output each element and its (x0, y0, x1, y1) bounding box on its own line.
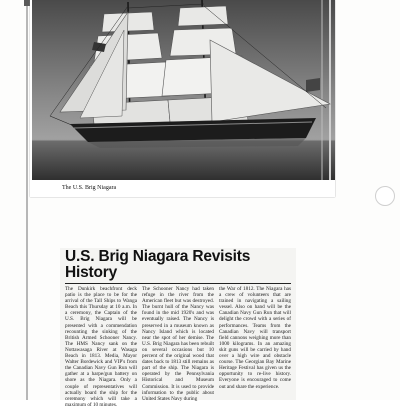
article-headline: U.S. Brig Niagara Revisits History (65, 248, 251, 281)
article-column-1: The Dunkirk beachfront deck patio is the place to be for the arrival of the Tall Ships to Wanga Beach this Thursday at 10 a.m. In a ceremony, the Captain of the U.S. Brig Niagara will be presented with a commendation recounting the sinking of the British Armed Schooner Nancy. The HMS Nancy sank on the Nottawasaga River at Wasaga Beach in 1813. Media, Mayor Walter Bordewick and VIP's from the Canadian Navy Gun Run will gather at a harpe/gun battery on shore as the Niagara. Only a couple of representatives will actually board the ship for the ceremony which will take a maximum of 10 minutes. (65, 286, 137, 408)
binding-edge-mark (26, 0, 28, 400)
headline-rule (65, 283, 291, 284)
ship-photo (30, 0, 335, 197)
photo-caption: The U.S. Brig Niagara (62, 185, 117, 191)
article-column-2: The Schooner Nancy had taken refuge in the river from the American fleet but was destroyed. The burnt hull of the Nancy was found in the mid 1920's and was eventually raised. The Nancy is preserved in a museum known as Nancy Island which is located near the spot of her demise. The U.S. Brig Niagara has been rebuilt on several occasions but 10 percent of the original wood that dates back to 1813 still remains as part of the ship. The Niagara is operated by the Pennsylvania Historical and Museum Commission. It is used to provide information to the public about United States Navy during (142, 286, 214, 402)
article-column-3: the War of 1812. The Niagara has a crew of volunteers that are trained in navigating a sailing vessel. Also on hand will be the Canadian Navy Gun Run that will delight the crowd with a series of performances. Teams from the Canadian Navy will transport field cannons weighing more than 1000 kilograms. In an amazing skit guns will be carried by hand over a high wire and obstacle course. The Georgian Bay Marine Heritage Festival has given us the opportunity to re-live history. Everyone is encouraged to come out and share the experience. (219, 286, 291, 390)
punch-hole (375, 186, 395, 206)
ship-photo-image (30, 0, 335, 197)
newspaper-article (60, 248, 296, 408)
